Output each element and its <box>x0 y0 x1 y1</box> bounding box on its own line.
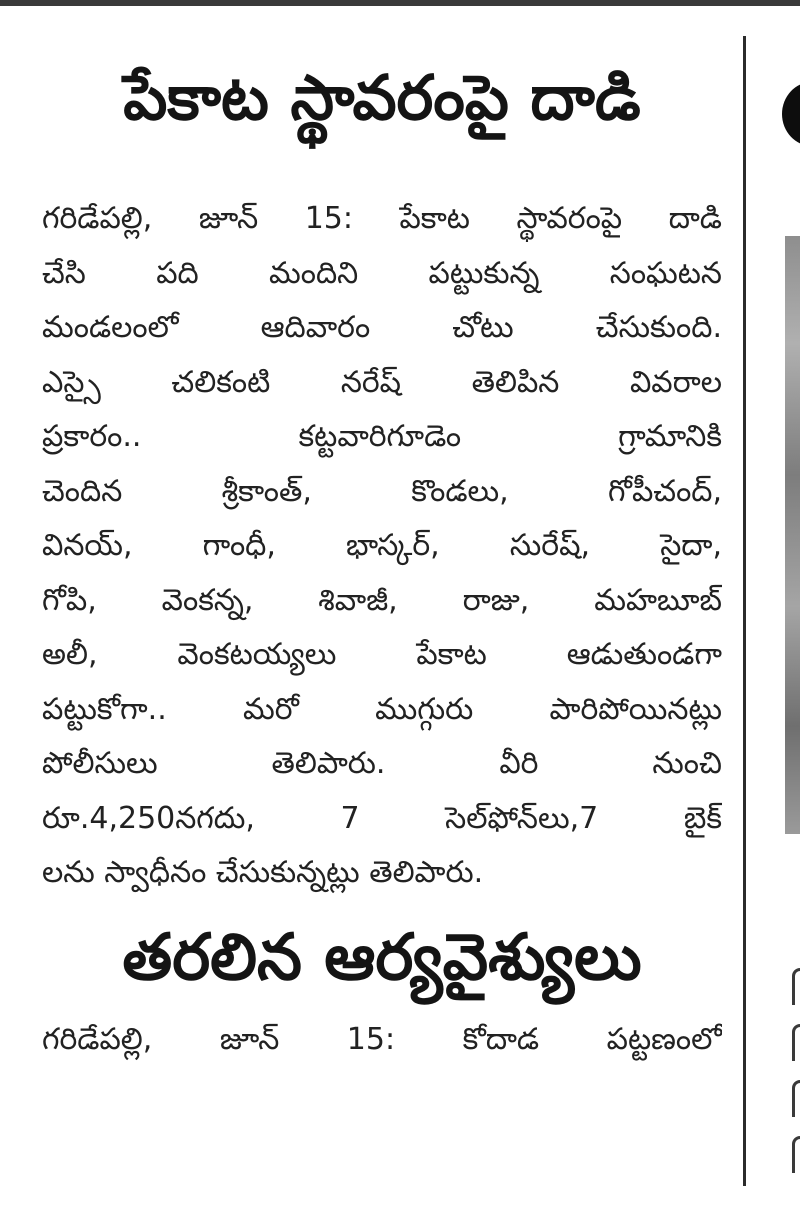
adjacent-text-fragment <box>792 1136 800 1173</box>
article-1-line: ఎస్సై చలికంటి నరేష్ తెలిపిన వివరాల <box>42 364 722 400</box>
article-1-line: చేసి పది మందిని పట్టుకున్న సంఘటన <box>42 255 722 291</box>
article-1-line: ప్రకారం.. కట్టవారిగూడెం గ్రామానికి <box>42 419 722 454</box>
adjacent-text-fragment <box>792 1080 800 1117</box>
adjacent-headline-fragment <box>782 82 800 146</box>
article-1-line: మండలంలో ఆదివారం చోటు చేసుకుంది. <box>42 310 722 345</box>
article-1-line: చెందిన శ్రీకాంత్, కొండలు, గోపీచంద్, <box>42 473 722 509</box>
article-1-line: రూ.4,250నగదు, 7 సెల్‌ఫోన్‌లు,7 బైక్ <box>42 800 722 836</box>
article-column <box>42 40 722 1067</box>
adjacent-photo-fragment <box>785 236 800 834</box>
adjacent-column-fragment <box>752 0 800 1205</box>
article-2-headline: తరలిన ఆర్యవైశ్యులు <box>122 920 642 995</box>
adjacent-text-fragment <box>792 968 800 1005</box>
article-2-line: గరిడేపల్లి, జూన్ 15: కోదాడ పట్టణంలో <box>42 1021 722 1057</box>
article-1-line: గోపి, వెంకన్న, శివాజీ, రాజు, మహబూబ్ <box>42 582 722 618</box>
article-1-headline: పేకాట స్థావరంపై దాడి <box>123 61 641 134</box>
adjacent-text-fragment <box>792 1024 800 1061</box>
top-border-rule <box>0 0 800 6</box>
article-1-body <box>42 192 722 901</box>
article-1-line: పట్టుకోగా.. మరో ముగ్గురు పారిపోయినట్లు <box>42 691 722 727</box>
article-1-line: లను స్వాధీనం చేసుకున్నట్లు తెలిపారు. <box>42 855 484 890</box>
article-1-line: గరిడేపల్లి, జూన్ 15: పేకాట స్థావరంపై దాడి <box>42 201 722 236</box>
article-1-line: పోలీసులు తెలిపారు. వీరి నుంచి <box>42 746 722 781</box>
article-1-line: వినయ్, గాంధీ, భాస్కర్, సురేష్, సైదా, <box>42 528 722 563</box>
article-1-line: అలీ, వెంకటయ్యలు పేకాట ఆడుతుండగా <box>42 637 722 672</box>
column-divider <box>743 36 746 1186</box>
article-2-body <box>42 1013 722 1068</box>
